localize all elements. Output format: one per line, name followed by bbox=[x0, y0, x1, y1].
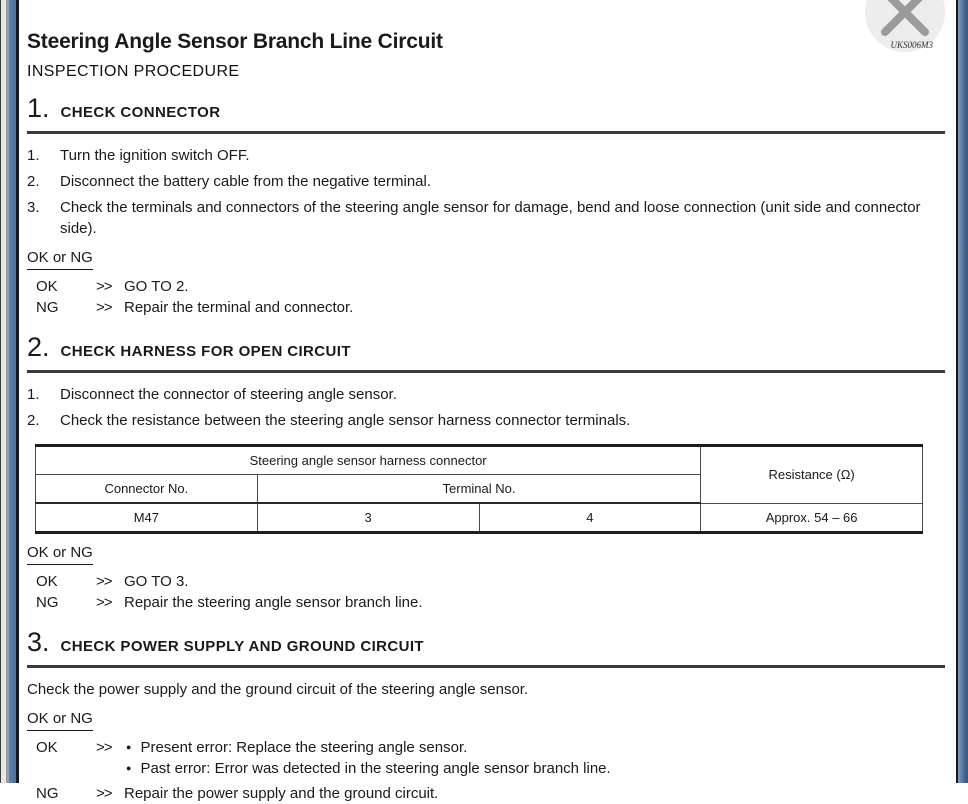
step-text: Disconnect the battery cable from the negative terminal. bbox=[60, 171, 945, 192]
result-text: GO TO 3. bbox=[124, 571, 945, 592]
result-text: GO TO 2. bbox=[124, 276, 945, 297]
result-row-ok bbox=[36, 571, 945, 592]
section-2-rule bbox=[27, 370, 945, 373]
result-text: Past error: Error was detected in the steering angle sensor branch line. bbox=[140, 758, 610, 779]
okng-label: OK or NG bbox=[27, 247, 93, 270]
section-3-intro bbox=[27, 679, 945, 700]
section-2-heading bbox=[27, 334, 945, 361]
step-item bbox=[27, 197, 945, 239]
section-3-title: CHECK POWER SUPPLY AND GROUND CIRCUIT bbox=[61, 638, 424, 655]
table-cell-connector: M47 bbox=[36, 503, 258, 533]
okng-label: OK or NG bbox=[27, 542, 93, 565]
section-3-results bbox=[27, 737, 945, 804]
document-page bbox=[20, 0, 955, 783]
result-arrow: >> bbox=[96, 737, 124, 758]
result-text: Present error: Replace the steering angle sensor. bbox=[140, 737, 467, 758]
step-item bbox=[27, 384, 945, 405]
doc-code: UKS006M3 bbox=[891, 40, 946, 53]
step-item bbox=[27, 410, 945, 431]
table-group-header: Steering angle sensor harness connector bbox=[36, 446, 701, 475]
result-row-ok-cont bbox=[36, 758, 945, 779]
result-arrow: >> bbox=[96, 276, 124, 297]
section-1-results bbox=[27, 276, 945, 318]
result-row-ng bbox=[36, 297, 945, 318]
result-bullet-line bbox=[124, 758, 945, 779]
section-1-rule bbox=[27, 131, 945, 134]
result-row-ng bbox=[36, 592, 945, 613]
result-label: NG bbox=[36, 592, 96, 613]
resistance-spec-table bbox=[35, 444, 923, 534]
step-text: Turn the ignition switch OFF. bbox=[60, 145, 945, 166]
bullet-icon: ● bbox=[126, 737, 131, 758]
section-1-number: 1. bbox=[27, 95, 50, 122]
page-title: Steering Angle Sensor Branch Line Circuit bbox=[27, 30, 443, 53]
step-number: 1. bbox=[27, 384, 60, 405]
intro-text: Check the power supply and the ground circuit of the steering angle sensor. bbox=[27, 679, 945, 700]
result-arrow: >> bbox=[96, 571, 124, 592]
table-cell-resistance: Approx. 54 – 66 bbox=[701, 503, 923, 533]
section-3-number: 3. bbox=[27, 629, 50, 656]
result-text: Repair the terminal and connector. bbox=[124, 297, 945, 318]
step-text: Check the resistance between the steering angle sensor harness connector terminals. bbox=[60, 410, 945, 431]
result-row-ok bbox=[36, 276, 945, 297]
step-number: 3. bbox=[27, 197, 60, 239]
result-arrow: >> bbox=[96, 297, 124, 318]
result-row-ok bbox=[36, 737, 945, 758]
bullet-icon: ● bbox=[126, 758, 131, 779]
section-1-heading bbox=[27, 95, 945, 122]
result-label: OK bbox=[36, 737, 96, 758]
result-arrow: >> bbox=[96, 783, 124, 804]
section-1-steps bbox=[27, 145, 945, 239]
step-number: 2. bbox=[27, 410, 60, 431]
step-number: 2. bbox=[27, 171, 60, 192]
table-connector-header: Connector No. bbox=[36, 475, 258, 504]
procedure-label: INSPECTION PROCEDURE bbox=[27, 63, 945, 81]
result-label: NG bbox=[36, 783, 96, 804]
result-row-ng bbox=[36, 783, 945, 804]
section-2-number: 2. bbox=[27, 334, 50, 361]
section-2-title: CHECK HARNESS FOR OPEN CIRCUIT bbox=[61, 343, 351, 360]
table-resistance-header: Resistance (Ω) bbox=[701, 446, 923, 504]
result-text: Repair the power supply and the ground circuit. bbox=[124, 783, 945, 804]
okng-label: OK or NG bbox=[27, 708, 93, 731]
step-item bbox=[27, 145, 945, 166]
section-3-rule bbox=[27, 665, 945, 668]
document-header bbox=[27, 30, 945, 53]
result-label: OK bbox=[36, 571, 96, 592]
window-frame-left bbox=[0, 0, 20, 783]
result-text: Repair the steering angle sensor branch line. bbox=[124, 592, 945, 613]
result-label: OK bbox=[36, 276, 96, 297]
table-cell-terminal-b: 4 bbox=[479, 503, 701, 533]
table-cell-terminal-a: 3 bbox=[257, 503, 479, 533]
table-terminal-header: Terminal No. bbox=[257, 475, 701, 504]
result-bullet-line bbox=[124, 737, 945, 758]
step-item bbox=[27, 171, 945, 192]
result-arrow: >> bbox=[96, 592, 124, 613]
section-2-results bbox=[27, 571, 945, 613]
result-label: NG bbox=[36, 297, 96, 318]
section-3-heading bbox=[27, 629, 945, 656]
step-number: 1. bbox=[27, 145, 60, 166]
section-1-title: CHECK CONNECTOR bbox=[61, 104, 221, 121]
window-frame-right bbox=[955, 0, 968, 783]
step-text: Check the terminals and connectors of the steering angle sensor for damage, bend and loose connection (unit side and connector side). bbox=[60, 197, 945, 239]
section-2-steps bbox=[27, 384, 945, 431]
step-text: Disconnect the connector of steering angle sensor. bbox=[60, 384, 945, 405]
